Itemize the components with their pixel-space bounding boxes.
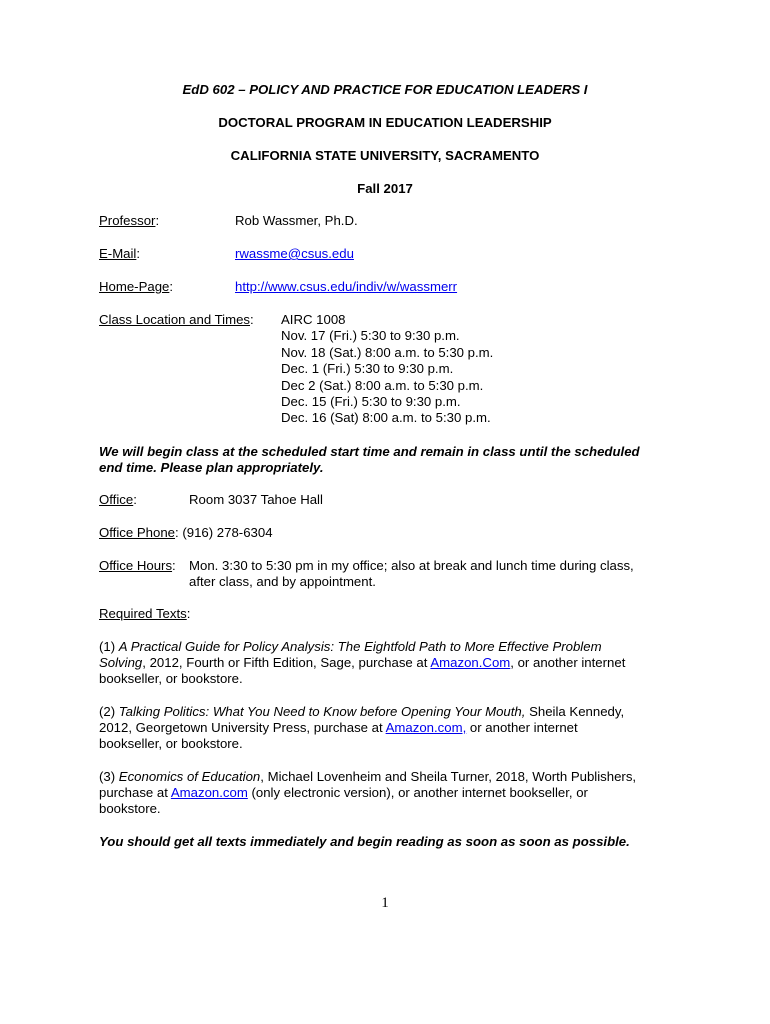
book3-number: (3) bbox=[99, 769, 119, 784]
phone-row: Office Phone: (916) 278-6304 bbox=[99, 525, 273, 540]
book3-line-2 bbox=[99, 785, 588, 801]
book1-number: (1) bbox=[99, 639, 119, 654]
class-time-item: Dec. 1 (Fri.) 5:30 to 9:30 p.m. bbox=[281, 361, 454, 377]
course-title: EdD 602 – POLICY AND PRACTICE FOR EDUCATION LEADERS I bbox=[182, 82, 588, 97]
professor-value: Rob Wassmer, Ph.D. bbox=[235, 213, 358, 228]
book1-title-part2: Solving bbox=[99, 655, 143, 670]
book3-details: , Michael Lovenheim and Sheila Turner, 2018, Worth Publishers, bbox=[260, 769, 637, 784]
book1-after-link: , or another internet bbox=[510, 655, 626, 670]
hours-label: Office Hours bbox=[99, 558, 173, 573]
class-time-item: Dec 2 (Sat.) 8:00 a.m. to 5:30 p.m. bbox=[281, 377, 484, 393]
book1-title-part1: A Practical Guide for Policy Analysis: The Eightfold Path to More Effective Problem bbox=[118, 639, 602, 654]
book2-line-2 bbox=[99, 720, 578, 736]
closing-note: You should get all texts immediately and begin reading as soon as soon as possible. bbox=[99, 834, 630, 849]
homepage-label-row: Home-Page: bbox=[99, 279, 174, 294]
phone-value: (916) 278-6304 bbox=[182, 525, 273, 540]
book2-title: Talking Politics: What You Need to Know before Opening Your Mouth, bbox=[118, 704, 526, 719]
class-label-row: Class Location and Times: bbox=[99, 312, 254, 327]
university-title: CALIFORNIA STATE UNIVERSITY, SACRAMENTO bbox=[230, 148, 540, 163]
book1-line-2 bbox=[99, 655, 625, 671]
book2-details: 2012, Georgetown University Press, purchase at bbox=[99, 720, 386, 735]
book1-line-3: bookseller, or bookstore. bbox=[99, 671, 243, 686]
book1-amazon-link[interactable]: Amazon.Com bbox=[430, 655, 511, 670]
homepage-link[interactable]: http://www.csus.edu/indiv/w/wassmerr bbox=[235, 279, 458, 294]
book1-details: , 2012, Fourth or Fifth Edition, Sage, purchase at bbox=[142, 655, 431, 670]
hours-line-1: Mon. 3:30 to 5:30 pm in my office; also at break and lunch time during class, bbox=[189, 558, 634, 573]
book3-line-1 bbox=[99, 769, 636, 785]
required-texts-heading: Required Texts bbox=[99, 606, 187, 621]
class-label: Class Location and Times bbox=[99, 312, 250, 327]
notice-line-1: We will begin class at the scheduled start time and remain in class until the scheduled bbox=[99, 444, 640, 459]
book3-amazon-link[interactable]: Amazon.com bbox=[170, 785, 248, 800]
office-label: Office bbox=[99, 492, 134, 507]
term-title: Fall 2017 bbox=[357, 181, 413, 196]
book2-number: (2) bbox=[99, 704, 119, 719]
notice-line-2: end time. Please plan appropriately. bbox=[99, 460, 324, 475]
book2-after-link: or another internet bbox=[466, 720, 578, 735]
phone-label: Office Phone bbox=[99, 525, 176, 540]
book3-after-link: (only electronic version), or another internet bookseller, or bbox=[247, 785, 588, 800]
book2-author: Sheila Kennedy, bbox=[525, 704, 625, 719]
email-label-row: E-Mail: bbox=[99, 246, 141, 261]
email-link[interactable]: rwassme@csus.edu bbox=[235, 246, 354, 261]
class-time-item: Nov. 18 (Sat.) 8:00 a.m. to 5:30 p.m. bbox=[281, 344, 494, 360]
email-label: E-Mail bbox=[99, 246, 137, 261]
professor-label: Professor bbox=[99, 213, 156, 228]
class-time-item: Dec. 16 (Sat) 8:00 a.m. to 5:30 p.m. bbox=[281, 410, 491, 426]
book3-purchase: purchase at bbox=[99, 785, 171, 800]
book2-line-3: bookseller, or bookstore. bbox=[99, 736, 243, 751]
homepage-label: Home-Page bbox=[99, 279, 170, 294]
book3-line-3: bookstore. bbox=[99, 801, 161, 816]
required-texts-heading-row: Required Texts: bbox=[99, 606, 191, 621]
book1-line-1 bbox=[99, 639, 602, 655]
office-value: Room 3037 Tahoe Hall bbox=[189, 492, 323, 507]
hours-line-2: after class, and by appointment. bbox=[189, 574, 376, 589]
book2-line-1 bbox=[99, 704, 624, 720]
office-label-row: Office: bbox=[99, 492, 137, 507]
professor-label-row: Professor: bbox=[99, 213, 160, 228]
hours-label-row: Office Hours: bbox=[99, 558, 176, 573]
program-title: DOCTORAL PROGRAM IN EDUCATION LEADERSHIP bbox=[218, 115, 552, 130]
class-location: AIRC 1008 bbox=[281, 312, 346, 327]
book3-title: Economics of Education bbox=[118, 769, 261, 784]
class-time-item: Nov. 17 (Fri.) 5:30 to 9:30 p.m. bbox=[281, 328, 460, 344]
class-times-list bbox=[281, 312, 493, 427]
book2-amazon-link[interactable]: Amazon.com, bbox=[385, 720, 467, 735]
page-number: 1 bbox=[381, 895, 389, 911]
class-time-item: Dec. 15 (Fri.) 5:30 to 9:30 p.m. bbox=[281, 394, 461, 410]
